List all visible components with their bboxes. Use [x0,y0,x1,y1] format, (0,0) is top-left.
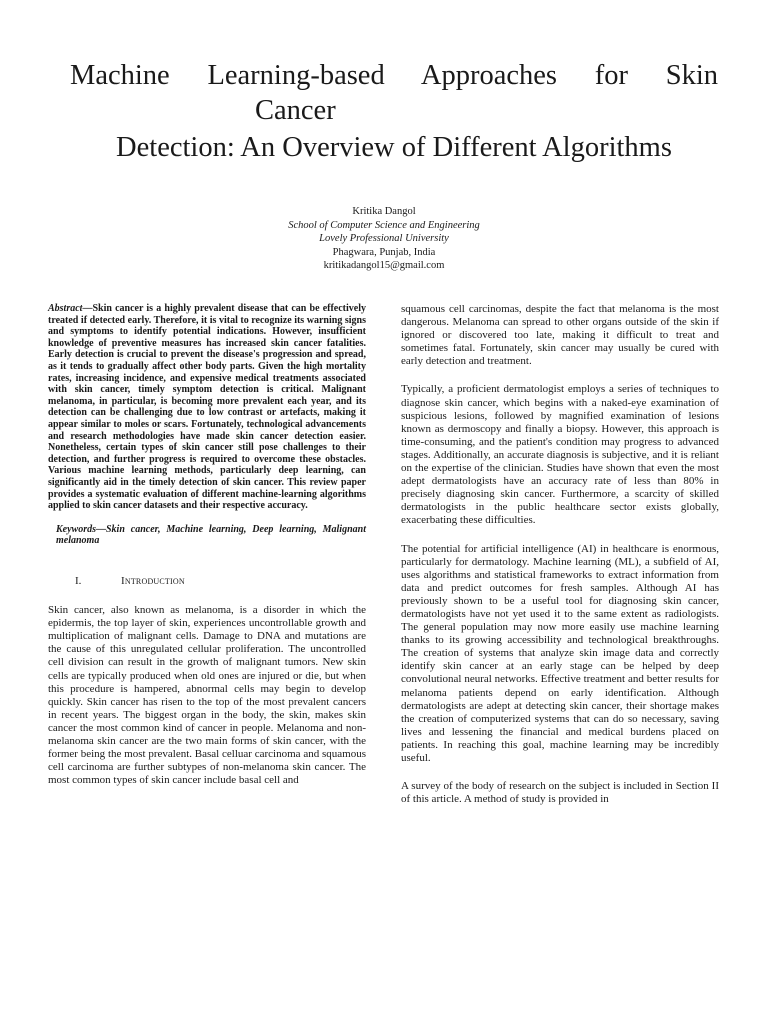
title-line-2: Cancer [255,95,336,126]
author-name: Kritika Dangol [352,206,416,217]
paper-title [70,58,718,165]
section-title: Introduction [121,574,185,587]
intro-paragraph-4: A survey of the body of research on the subject is included in Section II of this article. A method of study is provided in [401,780,719,806]
keywords [48,524,366,547]
right-column [401,303,719,806]
author-department: School of Computer Science and Engineering [288,219,480,231]
intro-paragraph-1-continued: squamous cell carcinomas, despite the fact that melanoma is the most dangerous. Melanoma can spread to other organs outside of the skin if ignored or discovered too late, making it difficult to treat and sometimes fatal. Fortunately, skin cancer may usually be cured with early detection and treatment. [401,303,719,368]
abstract-text: —Skin cancer is a highly prevalent disease that can be effectively treated if detected early. Therefore, it is vital to recognize its warning signs and symptoms to identify potential indications. However, insufficient knowledge of preventive measures has increased skin cancer fatalities. Early detection is crucial to prevent the disease's progression and spread, as it tends to gradually affect other body parts. Given the high mortality rates, increasing incidence, and expensive medical treatments associated with skin cancer, timely symptom detection is critical. Malignant melanoma, in particular, is becoming more prevalent each year, and its detection can be challenging due to low contrast or artefacts, making it appear similar to moles or scars. Fortunately, technological advancements and research methodologies have made skin cancer detection easier. Nonetheless, certain types of skin cancer still pose challenges to their detection, and further progress is required to overcome these obstacles. Various machine learning methods, particularly deep learning, can significantly aid in the timely detection of skin cancer. This review paper provides a systematic evaluation of different machine-learning algorithms applied to skin cancer datasets and their respective accuracy. [48,303,366,512]
intro-paragraph-2: Typically, a proficient dermatologist employs a series of techniques to diagnose skin cancer, which begins with a naked-eye examination of suspicious lesions, followed by magnified examination of lesions known as dermoscopy and finally a biopsy. However, this approach is time-consuming, and the patient's condition may progress to advanced stages. Additionally, an accurate diagnosis is subjective, and it is reliant on the expertise of the clinician. Studies have shown that even the most adept dermatologists have an accuracy rate of less than 80% in precisely diagnosing skin cancer. Furthermore, a scarcity of skilled dermatologists in the public healthcare sector exists globally, exacerbating these difficulties. [401,383,719,527]
title-line-1: Machine Learning-based Approaches for Skin [70,60,718,91]
section-number: I. [75,574,82,587]
section-heading-introduction [48,575,366,588]
abstract [48,303,366,512]
keywords-text: —Skin cancer, Machine learning, Deep learning, Malignant melanoma [56,523,366,547]
intro-paragraph-3: The potential for artificial intelligence (AI) in healthcare is enormous, particularly for dermatology. Machine learning (ML), a subfield of AI, uses algorithms and statistical frameworks to extract information from data and predict outcomes for fresh samples. Although AI has previously shown to be a useful tool for diagnosing skin cancer, dermatologists have not yet used it to the same extent as radiologists. The general population may now more easily use machine learning thanks to its growing accessibility and technological breakthroughs. The creation of systems that analyze skin image data and correctly identify skin cancer at an early stage can be helped by deep convolutional neural networks. Effective treatment and better results for melanoma patients depend on early identification. Although dermatologists are adept at detecting skin cancer, their shortage makes the creation of computerized systems that can do so necessary, saving lives and lessening the financial and medical burdens placed on patients. In reaching this goal, machine learning may be incredibly useful. [401,542,719,764]
author-location: Phagwara, Punjab, India [332,246,436,258]
left-column [48,303,366,787]
abstract-label: Abstract [48,303,83,314]
keywords-label: Keywords [56,523,96,535]
intro-paragraph-1: Skin cancer, also known as melanoma, is a disorder in which the epidermis, the top layer of skin, experiences uncontrollable growth and multiplication of malignant cells. Damage to DNA and mutations are the cause of this unregulated cellular proliferation. The uncontrolled cell division can result in the growth of malignant tumors. New skin cells are typically produced when old ones are injured or die, but when this procedure is hampered, abnormal cells may begin to develop quickly. Skin cancer has risen to the top of the most prevalent cancers in recent years. The biggest organ in the body, the skin, makes skin cancer the most common kind of cancer in people. Melanoma and non-melanoma skin cancer are the two main forms of skin cancer, with the former being the most prevalent. Basal celluar carcinoma and squamous cell carcinoma are further subtypes of non-melanoma skin cancer. The most common types of skin cancer include basal cell and [48,604,366,787]
author-email: kritikadangol15@gmail.com [323,260,445,272]
author-block [0,205,768,273]
author-university: Lovely Professional University [319,233,449,245]
title-line-3: Detection: An Overview of Different Algorithms [116,132,672,163]
